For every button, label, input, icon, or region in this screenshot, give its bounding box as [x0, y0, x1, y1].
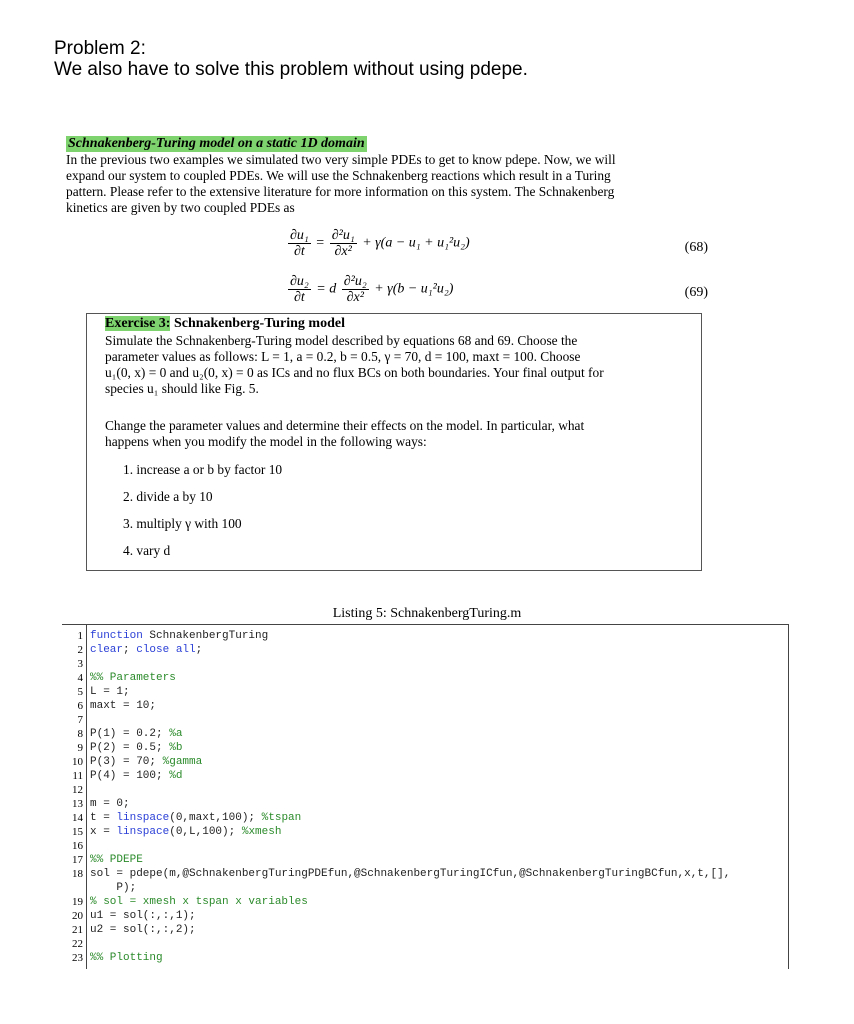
- eq69-lhs: [288, 274, 311, 305]
- code-text: [90, 881, 136, 895]
- code-token: maxt = 10;: [90, 700, 157, 712]
- code-text: [90, 797, 130, 811]
- code-listing: [62, 624, 789, 969]
- code-token: L = 1;: [90, 686, 130, 698]
- exercise-paragraph-1: [105, 333, 683, 397]
- eq69-rhs-den: ∂x²: [346, 290, 364, 305]
- list-item: 4. vary d: [123, 543, 171, 558]
- code-line: [62, 881, 788, 895]
- eq69-rhs-num: ∂²u₂: [343, 274, 367, 289]
- code-text: [90, 699, 156, 713]
- code-text: [90, 685, 130, 699]
- eq69-number: (69): [684, 285, 708, 300]
- code-line: [62, 727, 788, 741]
- code-line: [62, 783, 788, 797]
- line-number: 19: [72, 896, 83, 908]
- exercise-line: Simulate the Schnakenberg-Turing model described by equations 68 and 69. Choose the: [105, 333, 578, 348]
- line-number: 5: [77, 686, 83, 698]
- list-item: 2. divide a by 10: [123, 489, 213, 504]
- code-token: ;: [195, 644, 203, 656]
- code-keyword: clear: [90, 644, 124, 656]
- code-comment: %% Parameters: [90, 672, 176, 684]
- code-token: m = 0;: [90, 798, 130, 810]
- line-number: 8: [77, 728, 83, 740]
- line-number: 15: [72, 826, 83, 838]
- eq69-coef: = d: [316, 281, 337, 297]
- code-text: [90, 643, 202, 657]
- code-token: P);: [90, 882, 137, 894]
- line-number: 1: [77, 630, 83, 642]
- exercise-line: species u₁ should like Fig. 5.: [105, 381, 259, 396]
- code-comment: %gamma: [162, 756, 203, 768]
- intro-line: In the previous two examples we simulated two very simple PDEs to get to know pdepe. Now, we will: [66, 152, 616, 167]
- exercise-line: Change the parameter values and determine their effects on the model. In particular, what: [105, 418, 585, 433]
- code-line: [62, 713, 788, 727]
- line-number: 18: [72, 868, 83, 880]
- code-text: [90, 825, 281, 839]
- code-line: [62, 909, 788, 923]
- code-text: [90, 629, 268, 643]
- intro-line: kinetics are given by two coupled PDEs as: [66, 200, 295, 215]
- line-number: 21: [72, 924, 83, 936]
- code-line: [62, 699, 788, 713]
- exercise-line: parameter values as follows: L = 1, a = 0.2, b = 0.5, γ = 70, d = 100, maxt = 100. Choose: [105, 349, 581, 364]
- line-number: 7: [77, 714, 83, 726]
- equation-69: [286, 274, 453, 305]
- code-token: P(2) = 0.5;: [90, 742, 170, 754]
- intro-line: expand our system to coupled PDEs. We will use the Schnakenberg reactions which result in a Turing: [66, 168, 611, 183]
- line-number: 2: [77, 644, 83, 656]
- line-number: 12: [72, 784, 83, 796]
- line-number: 10: [72, 756, 83, 768]
- code-token: P(1) = 0.2;: [90, 728, 170, 740]
- code-line: [62, 643, 788, 657]
- line-number: 4: [77, 672, 83, 684]
- code-token: sol = pdepe(m,@SchnakenbergTuringPDEfun,@SchnakenbergTuringICfun,@SchnakenbergTuringBCfun,x,t,[],: [90, 868, 731, 880]
- eq69-lhs-num: ∂u₂: [290, 274, 309, 289]
- code-token: x =: [90, 826, 117, 838]
- code-comment: % sol = xmesh x tspan x variables: [90, 896, 308, 908]
- code-line: [62, 937, 788, 951]
- code-line: [62, 741, 788, 755]
- eq68-rhs-num: ∂²u₁: [331, 228, 355, 243]
- code-text: [90, 741, 182, 755]
- code-token: P(3) = 70;: [90, 756, 163, 768]
- exercise-list: [123, 462, 282, 570]
- code-comment: %a: [169, 728, 183, 740]
- code-text: [90, 811, 301, 825]
- problem-header: [54, 38, 528, 80]
- line-number: 23: [72, 952, 83, 964]
- code-keyword: function: [90, 630, 143, 642]
- list-item: 1. increase a or b by factor 10: [123, 462, 283, 477]
- code-line: [62, 951, 788, 965]
- code-keyword: linspace: [116, 826, 170, 838]
- code-line: [62, 895, 788, 909]
- eq69-rest: + γ(b − u₁²u₂): [374, 281, 454, 297]
- line-number: 9: [77, 742, 83, 754]
- code-token: P(4) = 100;: [90, 770, 170, 782]
- code-line: [62, 629, 788, 643]
- code-line: [62, 923, 788, 937]
- line-number: 22: [72, 938, 83, 950]
- line-number: 14: [72, 812, 83, 824]
- code-text: [90, 755, 202, 769]
- code-line: [62, 657, 788, 671]
- line-number: 3: [77, 658, 83, 670]
- eq69-lhs-den: ∂t: [293, 290, 305, 305]
- code-line: [62, 769, 788, 783]
- line-number: 11: [72, 770, 83, 782]
- exercise-paragraph-2: [105, 418, 683, 450]
- eq68-number: (68): [684, 240, 708, 255]
- code-line: [62, 811, 788, 825]
- code-text: [90, 727, 182, 741]
- eq69-rhs: [342, 274, 369, 305]
- code-text: [90, 853, 143, 867]
- code-token: t =: [90, 812, 117, 824]
- listing-caption: Listing 5: SchnakenbergTuring.m: [332, 606, 522, 621]
- code-token: SchnakenbergTuring: [142, 630, 269, 642]
- problem-note: We also have to solve this problem without using pdepe.: [54, 59, 528, 80]
- eq68-lhs-num: ∂u₁: [290, 228, 309, 243]
- code-line: [62, 797, 788, 811]
- code-comment: %% Plotting: [90, 952, 163, 964]
- code-keyword: close all: [136, 644, 196, 656]
- code-token: u1 = sol(:,:,1);: [90, 910, 196, 922]
- eq68-lhs: [288, 228, 311, 259]
- code-token: u2 = sol(:,:,2);: [90, 924, 196, 936]
- code-text: [90, 895, 308, 909]
- eq68-lhs-den: ∂t: [293, 244, 305, 259]
- code-comment: %xmesh: [241, 826, 282, 838]
- code-line: [62, 671, 788, 685]
- equation-68: $\frac{\text{∂u₁}}{\partial t}$ = $\frac{\text{∂²u₁}}{\text{∂x²}}$ + γ(a − u₁ + u₁²u₂): [290, 228, 470, 259]
- exercise-heading: [105, 316, 345, 332]
- eq68-rest: + γ(a − u₁ + u₁²u₂): [362, 235, 470, 251]
- code-text: [90, 867, 730, 881]
- code-text: [90, 769, 182, 783]
- code-line: [62, 867, 788, 881]
- eq68-rhs-den: ∂x²: [334, 244, 352, 259]
- list-item: 3. multiply γ with 100: [123, 516, 242, 531]
- code-comment: %d: [169, 770, 183, 782]
- code-line: [62, 685, 788, 699]
- intro-paragraph: [66, 152, 708, 216]
- code-token: ;: [123, 644, 137, 656]
- code-token: (0,maxt,100);: [169, 812, 262, 824]
- exercise-line: u₁(0, x) = 0 and u₂(0, x) = 0 as ICs and no flux BCs on both boundaries. Your final output for: [105, 365, 604, 380]
- code-keyword: linspace: [116, 812, 170, 824]
- code-line: [62, 825, 788, 839]
- code-token: (0,L,100);: [169, 826, 242, 838]
- code-text: [90, 671, 176, 685]
- problem-title: Problem 2:: [54, 38, 146, 59]
- exercise-line: happens when you modify the model in the following ways:: [105, 434, 427, 449]
- intro-line: pattern. Please refer to the extensive literature for more information on this system. The Schnakenberg: [66, 184, 615, 199]
- code-text: [90, 951, 163, 965]
- code-line: [62, 853, 788, 867]
- code-line: [62, 839, 788, 853]
- line-number: 16: [72, 840, 83, 852]
- code-comment: %tspan: [261, 812, 302, 824]
- line-number: 13: [72, 798, 83, 810]
- code-text: [90, 923, 196, 937]
- code-text: [90, 909, 196, 923]
- line-number: 17: [72, 854, 83, 866]
- code-line: [62, 755, 788, 769]
- line-number: 6: [77, 700, 83, 712]
- code-comment: %b: [169, 742, 183, 754]
- exercise-box: [86, 313, 702, 571]
- code-comment: %% PDEPE: [90, 854, 143, 866]
- eq68-rhs: [330, 228, 357, 259]
- exercise-label: Exercise 3:: [105, 316, 171, 331]
- section-title: Schnakenberg-Turing model on a static 1D domain: [68, 136, 365, 151]
- line-number: 20: [72, 910, 83, 922]
- exercise-title: Schnakenberg-Turing model: [173, 316, 345, 331]
